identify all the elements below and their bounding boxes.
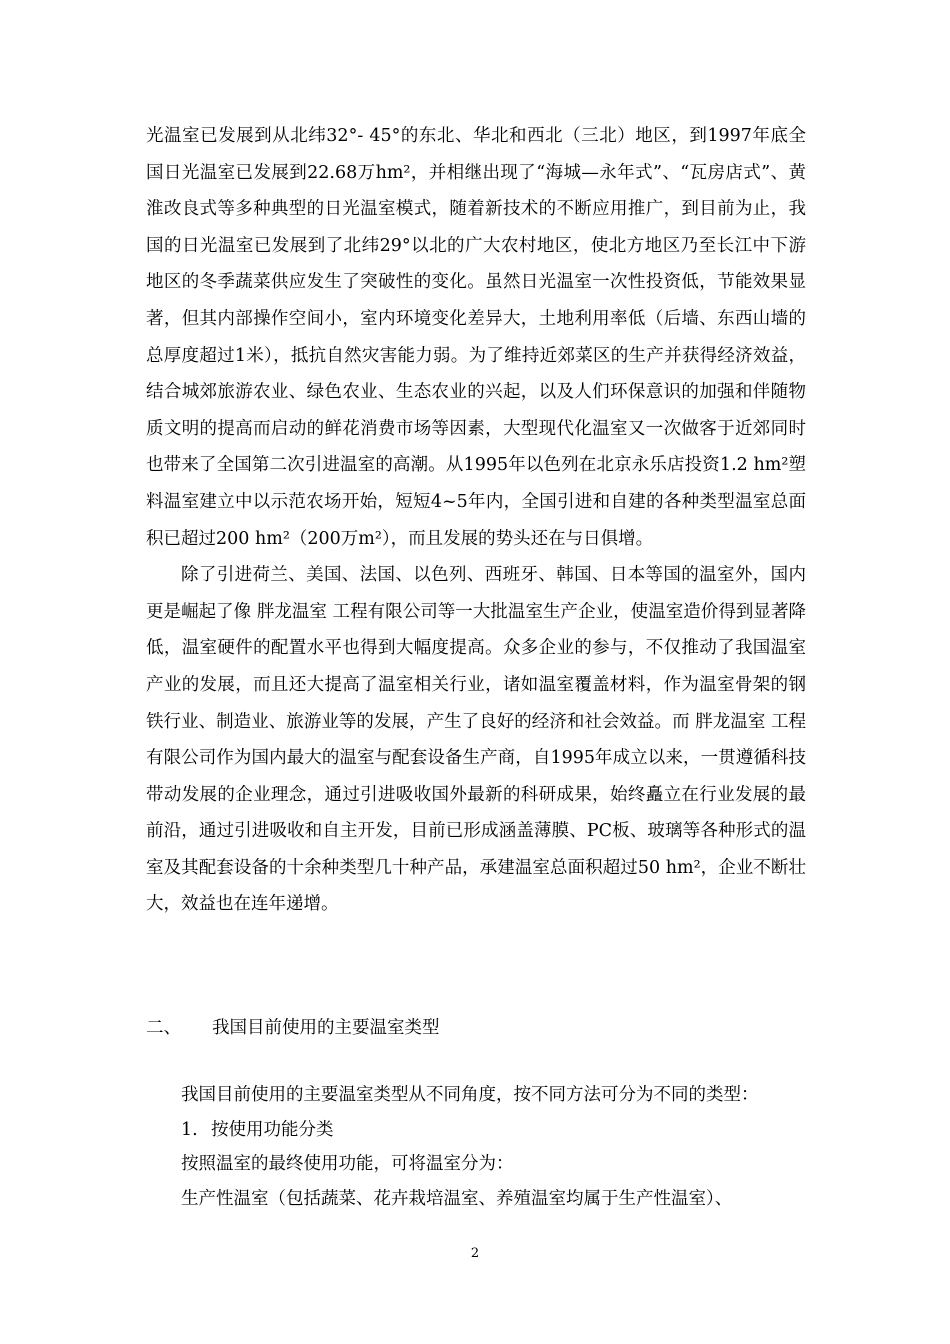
classification-item: 生产性温室（包括蔬菜、花卉栽培温室、养殖温室均属于生产性温室）、 xyxy=(181,1188,733,1209)
paragraph-domestic-industry: 除了引进荷兰、美国、法国、以色列、西班牙、韩国、日本等国的温室外，国内更是崛起了像 胖龙温室 工程有限公司等一大批温室生产企业，使温室造价得到显著降低，温室硬件的配置水平也得到大幅度提高。众多企业的参与，不仅推动了我国温室产业的发展，而且还大提高了温室相关行业，诸如温室覆盖材料，作为温室骨架的钢铁行业、制造业、旅游业等的发展，产生了良好的经济和社会效益。而 胖龙温室 工程有限公司作为国内最大的温室与配套设备生产商，自1995年成立以来，一贯遵循科技带动发展的企业理念，通过引进吸收国外最新的科研成果，始终矗立在行业发展的最前沿，通过引进吸收和自主开发，目前已形成涵盖薄膜、PC板、玻璃等各种形式的温室及其配套设备的十余种类型几十种产品，承建温室总面积超过50 hm²，企业不断壮大，效益也在连年递增。 xyxy=(146,565,806,915)
list-item-label: 按使用功能分类 xyxy=(211,1119,334,1140)
page-number: 2 xyxy=(470,1246,480,1261)
paragraph-greenhouse-history: 光温室已发展到从北纬32°- 45°的东北、华北和西北（三北）地区，到1997年底全国日光温室已发展到22.68万hm²，并相继出现了“海城—永年式”、“瓦房店式”、黄淮改良式等多种典型的日光温室模式，随着新技术的不断应用推广，到目前为止，我国的日光温室已发展到了北纬29°以北的广大农村地区，使北方地区乃至长江中下游地区的冬季蔬菜供应发生了突破性的变化。虽然日光温室一次性投资低，节能效果显著，但其内部操作空间小，室内环境变化差异大，土地利用率低（后墙、东西山墙的总厚度超过1米），抵抗自然灾害能力弱。为了维持近郊菜区的生产并获得经济效益，结合城郊旅游农业、绿色农业、生态农业的兴起，以及人们环保意识的加强和伴随物质文明的提高而启动的鲜花消费市场等因素，大型现代化温室又一次做客于近郊同时也带来了全国第二次引进温室的高潮。从1995年以色列在北京永乐店投资1.2 hm²塑料温室建立中以示范农场开始，短短4~5年内，全国引进和自建的各种类型温室总面积已超过200 hm²（200万m²），而且发展的势头还在与日俱增。 xyxy=(146,126,806,549)
section-heading xyxy=(146,1010,806,1046)
section-title: 我国目前使用的主要温室类型 xyxy=(212,1018,440,1038)
list-item-number: 1. xyxy=(181,1119,198,1140)
section-number: 二、 xyxy=(146,1018,181,1038)
body-text xyxy=(146,118,806,923)
section-content xyxy=(146,1078,806,1216)
classification-intro: 按照温室的最终使用功能，可将温室分为： xyxy=(181,1154,514,1174)
section-intro: 我国目前使用的主要温室类型从不同角度，按不同方法可分为不同的类型： xyxy=(181,1085,759,1105)
list-item xyxy=(146,1113,806,1148)
